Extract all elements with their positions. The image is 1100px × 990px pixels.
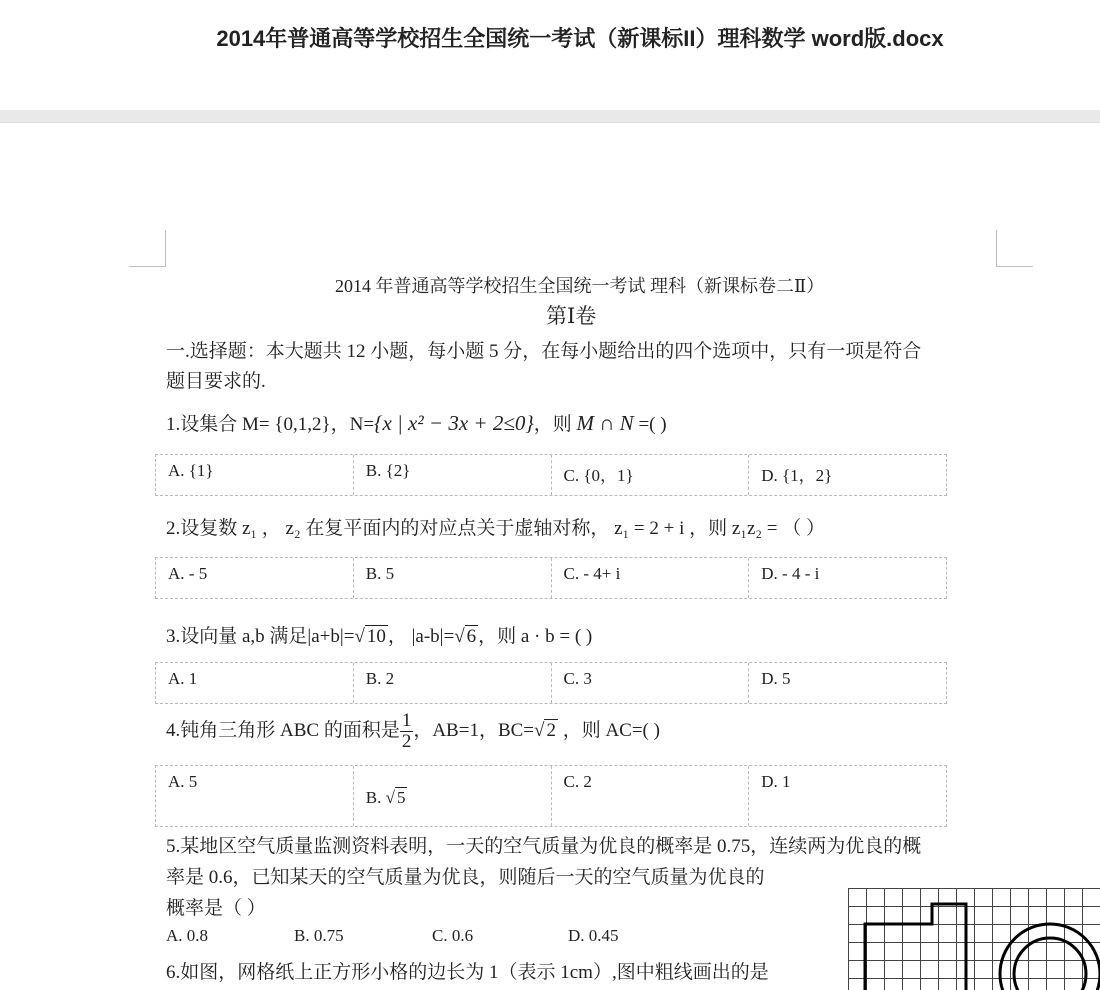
q4-suffix: ，则 AC=( ) bbox=[557, 719, 660, 741]
page-corner-mark-right bbox=[996, 230, 1033, 267]
question-5-line3: 概率是（ ） bbox=[166, 898, 266, 919]
q4-prefix: 4.钝角三角形 ABC 的面积是 bbox=[166, 719, 400, 741]
question-3 bbox=[166, 621, 592, 648]
question-6-line1: 6.如图，网格纸上正方形小格的边长为 1（表示 1cm）,图中粗线画出的是 bbox=[166, 962, 769, 983]
q3-option-c[interactable]: C. 3 bbox=[552, 663, 750, 703]
q1-option-b[interactable]: B. {2} bbox=[354, 455, 552, 495]
q4-fraction: $\frac{1}{2}$ bbox=[401, 710, 412, 752]
q2-option-a[interactable]: A. - 5 bbox=[156, 558, 354, 598]
question-4 bbox=[166, 711, 660, 752]
q4-option-d[interactable]: D. 1 bbox=[761, 772, 791, 791]
q1-intersection-expression: M ∩ N bbox=[576, 411, 634, 435]
q1-option-c[interactable]: C. {0，1} bbox=[552, 455, 750, 495]
q4-sqrt: √ 2 bbox=[534, 719, 556, 741]
q3-options bbox=[155, 662, 947, 704]
section-intro-line1: 一.选择题：本大题共 12 小题，每小题 5 分，在每小题给出的四个选项中，只有一项是符合 bbox=[166, 341, 922, 362]
q4-option-c[interactable]: C. 2 bbox=[552, 766, 750, 826]
q4-option-a[interactable]: A. 5 bbox=[156, 766, 354, 826]
question-2: 2.设复数 z₁ ， z₂ 在复平面内的对应点关于虚轴对称， z₁ = 2 + i ，则 z₁z₂ = （ ） bbox=[166, 518, 825, 539]
page-corner-mark-left bbox=[129, 230, 166, 267]
q2-option-b[interactable]: B. 5 bbox=[354, 558, 552, 598]
q5-option-d[interactable]: D. 0.45 bbox=[568, 926, 619, 945]
exam-title: 2014 年普通高等学校招生全国统一考试 理科（新课标卷二Ⅱ） bbox=[335, 276, 825, 296]
q3-mid: ， |a-b|= bbox=[387, 626, 455, 647]
q4-option-b[interactable]: B. √ 5 bbox=[354, 766, 552, 826]
q2-options bbox=[155, 557, 947, 599]
q3-option-a[interactable]: A. 1 bbox=[156, 663, 354, 703]
q3-option-b[interactable]: B. 2 bbox=[354, 663, 552, 703]
q1-prefix: 1.设集合 M= {0,1,2}，N= bbox=[166, 414, 375, 435]
question-1 bbox=[166, 409, 667, 436]
q3-sqrt-2: √ 6 bbox=[454, 626, 477, 647]
section-intro-line2: 题目要求的. bbox=[166, 371, 266, 392]
q2-option-c[interactable]: C. - 4+ i bbox=[552, 558, 750, 598]
q5-options bbox=[166, 926, 619, 946]
viewer-separator bbox=[0, 110, 1100, 123]
volume-heading: 第Ⅰ卷 bbox=[546, 304, 597, 328]
three-view-grid-figure bbox=[848, 888, 1100, 990]
document-page bbox=[0, 123, 1100, 990]
q3-suffix: ，则 a · b = ( ) bbox=[478, 626, 593, 647]
q3-option-d[interactable]: D. 5 bbox=[761, 669, 791, 688]
q3-sqrt-1: √ 10 bbox=[354, 626, 386, 647]
question-5-line1: 5.某地区空气质量监测资料表明，一天的空气质量为优良的概率是 0.75，连续两为优良的概 bbox=[166, 836, 922, 857]
document-header-bar bbox=[0, 0, 1100, 110]
q3-prefix: 3.设向量 a,b 满足|a+b|= bbox=[166, 626, 355, 647]
q1-mid: ，则 bbox=[533, 414, 577, 435]
q1-set-expression: {x | x² − 3x + 2≤0} bbox=[374, 411, 534, 435]
q4-options bbox=[155, 765, 947, 827]
q5-option-b[interactable]: B. 0.75 bbox=[294, 926, 344, 945]
document-filename: 2014年普通高等学校招生全国统一考试（新课标II）理科数学 word版.docx bbox=[216, 26, 944, 51]
q1-options bbox=[155, 454, 947, 496]
q1-suffix: =( ) bbox=[633, 414, 667, 435]
q5-option-c[interactable]: C. 0.6 bbox=[432, 926, 474, 945]
q1-option-d[interactable]: D. {1，2} bbox=[761, 466, 833, 485]
q1-option-a[interactable]: A. {1} bbox=[156, 455, 354, 495]
question-5-line2: 率是 0.6，已知某天的空气质量为优良，则随后一天的空气质量为优良的 bbox=[166, 867, 765, 888]
q5-option-a[interactable]: A. 0.8 bbox=[166, 926, 209, 945]
q4-mid: ，AB=1，BC= bbox=[413, 719, 534, 741]
q2-option-d[interactable]: D. - 4 - i bbox=[761, 564, 820, 583]
